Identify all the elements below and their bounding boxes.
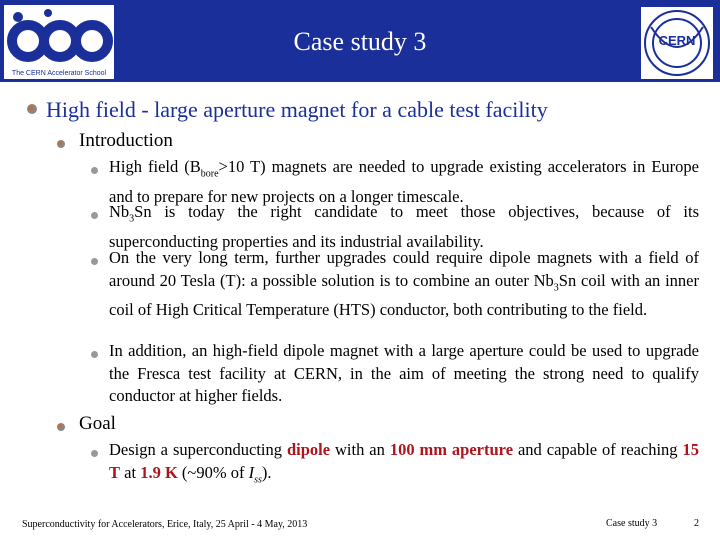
intro-item-1: High field ($B_{bore}>10$ T) magnets are needed to upgrade existing accelerators in Europe and to prepare for new projects on a longer timescale. [109, 157, 699, 206]
intro-item-4: In addition, an high-field dipole magnet with a large aperture could be used to upgrade the Fresca test facility at CERN, in the aim of meeting the strong need to qualify conductor at higher fields. [109, 341, 699, 405]
cas-logo-text: The CERN Accelerator School [11, 70, 107, 77]
footer-case: Case study 3 [606, 518, 658, 529]
bullet-icon [56, 139, 66, 149]
bullet-icon [90, 350, 99, 359]
slide-title: Case study 3 [293, 27, 427, 56]
intro-item-2: $Nb_3Sn$ is today the right candidate to meet those objectives, because of its superconducting properties and its industrial availability. [109, 202, 699, 251]
section-heading-goal: Goal [79, 413, 116, 434]
bullet-icon [90, 449, 99, 458]
bullet-icon [90, 166, 99, 175]
footer-event: Superconductivity for Accelerators, Erice, Italy, 25 April - 4 May, 2013 [22, 519, 308, 530]
bullet-icon [56, 422, 66, 432]
bullet-icon [26, 103, 38, 115]
cern-logo [641, 7, 713, 79]
section-heading-introduction: Introduction [79, 130, 173, 151]
bullet-icon [90, 211, 99, 220]
bullet-icon [90, 257, 99, 266]
slide-header [0, 0, 720, 82]
slide-heading: High field - large aperture magnet for a cable test facility [46, 97, 548, 122]
page-number: 2 [694, 518, 699, 529]
cern-logo-text: CERN [658, 33, 696, 48]
goal-item: Design a superconducting dipole with an 100 mm aperture and capable of reaching 15 T at 1.9 K (~90% of $I_{ss}$). [109, 440, 699, 485]
intro-item-3: On the very long term, further upgrades could require dipole magnets with a field of around 20 Tesla (T): a possible solution is to combine an outer $Nb_3Sn$ coil with an inner coil of High Critical Temperature (HTS) conductor, both contributing to the field. [109, 248, 699, 320]
